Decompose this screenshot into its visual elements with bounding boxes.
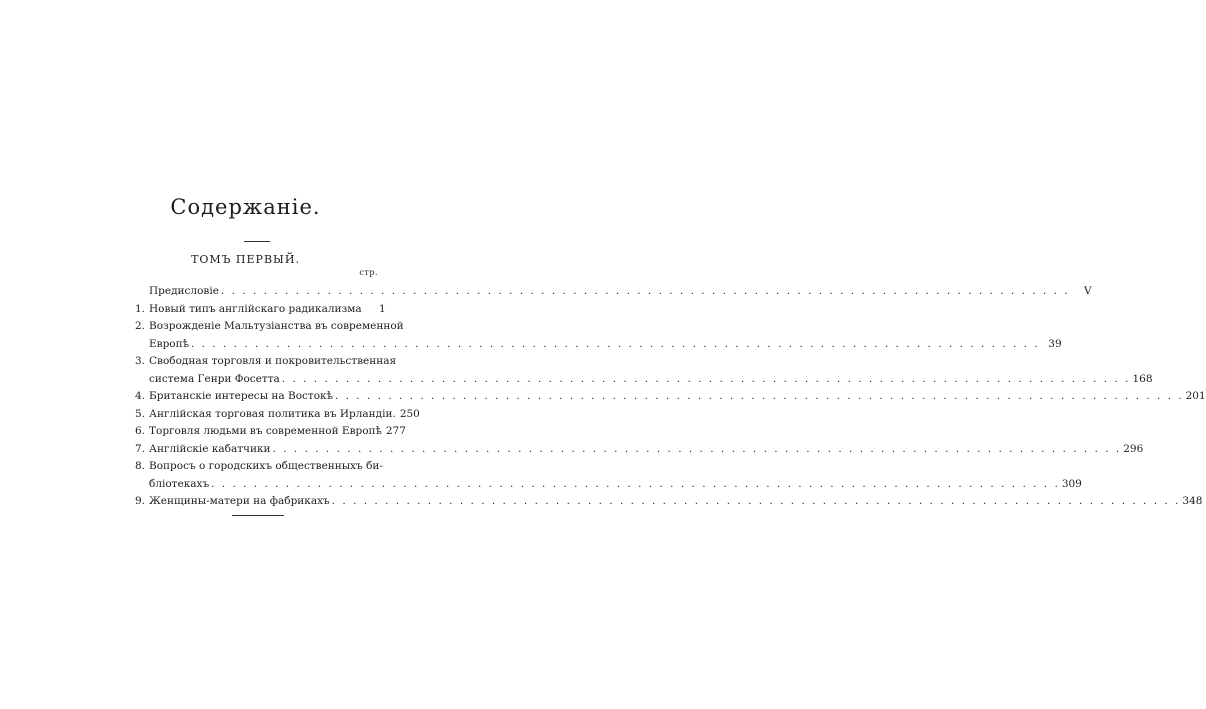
entry-page-number: 296: [1123, 442, 1144, 455]
entry-title: Новый типъ англійскаго радикализма: [149, 302, 362, 315]
toc-entry-line: [133, 458, 383, 476]
dot-leader: . . . . . . . . . . . . . . . . . . . . . . . . . . . . . . . . . . . . . . . . . . . . . . . . . . . . . . . . . . . . . . . . . . . . . . . . . . . . . . . .: [281, 372, 1131, 385]
toc-entry-line: [133, 441, 1144, 459]
page-title: Содержаніе.: [170, 195, 321, 219]
entry-number: 4.: [134, 390, 145, 402]
dot-leader: . . . . . . . . . . . . . . . . . . . . . . . . . . . . . . . . . . . . . . . . . . . . . . . . . . . . . . . . . . . . . . . . . . . . . . . . . . . . . . . .: [220, 285, 1070, 297]
toc-entry-line: [133, 423, 406, 441]
toc-entry-line: [133, 283, 1092, 301]
toc-entry-line: [133, 406, 420, 424]
entry-line: [149, 458, 383, 476]
entry-line: [149, 318, 404, 336]
dot-leader: . . . . . . . . . . . . . . . . . . . . . . . . . . . . . . . . . . . . . . . . . . . . . . . . . . . . . . . . . . . . . . . . . . . . . . . . . . . . . . . .: [331, 495, 1181, 507]
entry-line: [149, 371, 1153, 389]
entry-line: [149, 283, 1092, 301]
toc-entry-line: [133, 353, 397, 371]
entry-page-number: 277: [385, 425, 406, 437]
entry-line: [149, 406, 420, 424]
entry-title: бліотекахъ: [149, 477, 210, 490]
title-divider: [244, 241, 270, 242]
entry-number: 8.: [134, 460, 145, 472]
entry-title: Возрожденіе Мальтузіанства въ современной: [149, 320, 404, 332]
dot-leader: . . . . . . . . . . . . . . . . . . . . . . . . . . . . . . . . . . . . . . . . . . . . . . . . . . . . . . . . . . . . . . . . . . . . . . . . . . . . . . . .: [190, 337, 1040, 350]
toc-entry-line: [133, 318, 404, 336]
entry-page-number: 1: [378, 302, 386, 315]
entry-number: 1.: [134, 302, 145, 315]
entry-title: Вопросъ о городскихъ общественныхъ би-: [149, 460, 383, 472]
dot-leader: . . . . . . . . . . . . . . . . . . . . . . . . . . . . . . . . . . . . . . . . . . . . . . . . . . . . . . . . . . . . . . . . . . . . . . . . . . . . . . . .: [211, 477, 1060, 490]
page-column-header: стр.: [359, 268, 378, 277]
entry-title: Женщины-матери на фабрикахъ: [149, 495, 330, 507]
entry-title: система Генри Фосетта: [149, 372, 280, 385]
entry-line: [149, 388, 1206, 406]
entry-page-number: 168: [1132, 372, 1153, 385]
dot-leader: . . . . . . . . . . . . . . . . . . . . . . . . . . . . . . . . . . . . . . . . . . . . . . . . . . . . . . . . . . . . . . . . . . . . . . . . . . . . . . . .: [334, 390, 1184, 402]
entry-page-number: V: [1084, 285, 1092, 297]
toc-entry-line: [133, 476, 1082, 494]
volume-label: ТОМЪ ПЕРВЫЙ.: [191, 253, 300, 266]
entry-line: [149, 441, 1144, 459]
table-of-contents: [133, 283, 1206, 511]
entry-title: Европѣ: [149, 337, 189, 350]
entry-line: [149, 353, 397, 371]
entry-page-number: 39: [1048, 337, 1062, 350]
entry-title: Англійская торговая политика въ Ирландіи.: [149, 407, 396, 420]
entry-number: 5.: [134, 407, 145, 420]
entry-page-number: 309: [1061, 477, 1082, 490]
entry-title: Британскіе интересы на Востокѣ: [149, 390, 333, 402]
entry-line: [149, 423, 406, 441]
entry-line: [149, 301, 386, 319]
entry-number: 9.: [134, 495, 145, 507]
entry-number: 7.: [134, 442, 145, 455]
entry-title: Торговля людьми въ современной Европѣ: [149, 425, 382, 437]
entry-line: [149, 476, 1082, 494]
toc-entry-line: [133, 371, 1153, 389]
toc-entry-line: [133, 493, 1203, 511]
entry-number: 2.: [134, 320, 145, 332]
entry-page-number: 348: [1182, 495, 1203, 507]
entry-title: Англійскіе кабатчики: [149, 442, 271, 455]
dot-leader: . . . . . . . . . . . . . . . . . . . . . . . . . . . . . . . . . . . . . . . . . . . . . . . . . . . . . . . . . . . . . . . . . . . . . . . . . . . . . . . .: [272, 442, 1122, 455]
entry-title: Предисловіе: [149, 285, 219, 297]
entry-number: 3.: [134, 355, 145, 367]
entry-line: [149, 336, 1062, 354]
toc-entry-line: [133, 301, 386, 319]
entry-page-number: 250: [399, 407, 420, 420]
entry-title: Свободная торговля и покровительственная: [149, 355, 397, 367]
entry-number: 6.: [134, 425, 145, 437]
entry-line: [149, 493, 1203, 511]
entry-page-number: 201: [1185, 390, 1206, 402]
toc-entry-line: [133, 388, 1206, 406]
toc-entry-line: [133, 336, 1062, 354]
closing-divider: [232, 515, 284, 516]
